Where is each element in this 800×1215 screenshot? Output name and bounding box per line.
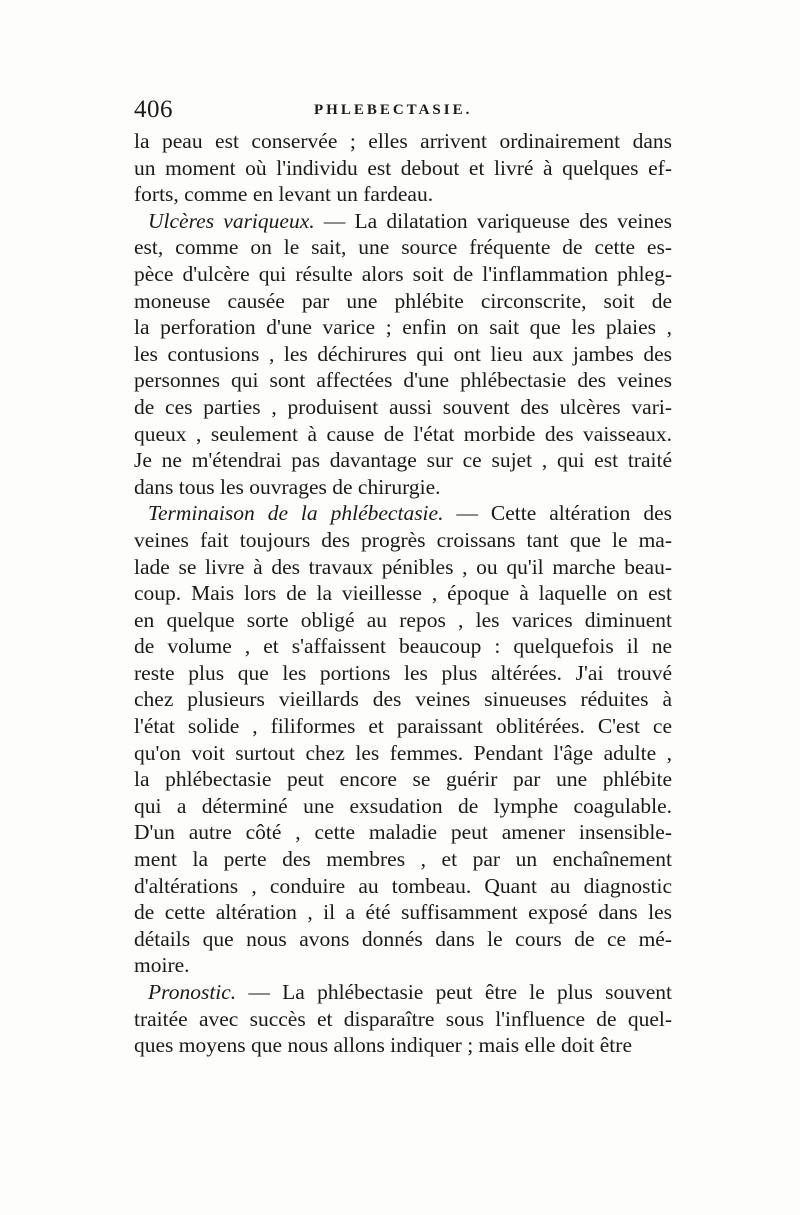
line-text: la peau est conservée ; elles arrivent ordinairement dans <box>134 129 672 153</box>
text-line <box>134 766 672 793</box>
text-line <box>134 713 672 740</box>
text-line <box>134 554 672 581</box>
paragraph <box>134 979 672 1059</box>
line-text: — La phlébectasie peut être le plus souvent <box>236 980 672 1004</box>
line-text: dans tous les ouvrages de chirurgie. <box>134 474 441 499</box>
text-line <box>134 367 672 394</box>
line-text: reste plus que les portions les plus altérées. J'ai trouvé <box>134 660 672 685</box>
line-text: en quelque sorte obligé au repos , les varices diminuent <box>134 607 672 632</box>
body-text <box>134 128 672 1059</box>
line-text: est, comme on le sait, une source fréquente de cette es- <box>134 235 672 260</box>
line-text: de volume , et s'affaissent beaucoup : quelquefois il ne <box>134 634 672 659</box>
line-text: chez plusieurs vieillards des veines sinueuses réduites à <box>134 687 672 712</box>
page-number: 406 <box>134 96 173 123</box>
line-text: traitée avec succès et disparaître sous l'influence de quel- <box>134 1006 672 1031</box>
paragraph <box>134 128 672 208</box>
text-line <box>134 607 672 634</box>
section-heading: Ulcères variqueux. <box>148 208 315 233</box>
paragraph <box>134 208 672 501</box>
line-text: veines fait toujours des progrès croissans tant que le ma- <box>134 527 672 552</box>
line-text: les contusions , les déchirures qui ont lieu aux jambes des <box>134 341 672 366</box>
text-line <box>134 500 672 527</box>
page-header <box>134 96 674 128</box>
line-text: — La dilatation variqueuse des veines <box>314 208 672 233</box>
line-text: ment la perte des membres , et par un enchaînement <box>134 847 672 872</box>
line-text: de cette altération , il a été suffisamment exposé dans les <box>134 900 672 925</box>
text-line <box>134 208 672 235</box>
text-line <box>134 314 672 341</box>
text-line <box>134 288 672 315</box>
line-text: pèce d'ulcère qui résulte alors soit de l'inflammation phleg- <box>134 261 672 286</box>
text-line <box>134 155 672 182</box>
text-line <box>134 527 672 554</box>
text-line <box>134 899 672 926</box>
line-text: l'état solide , filiformes et paraissant oblitérées. C'est ce <box>134 714 672 739</box>
line-text: de ces parties , produisent aussi souvent des ulcères vari- <box>134 394 672 419</box>
text-line <box>134 128 672 155</box>
line-text: ques moyens que nous allons indiquer ; mais elle doit être <box>134 1033 632 1058</box>
text-line <box>134 819 672 846</box>
text-line <box>134 261 672 288</box>
line-text: personnes qui sont affectées d'une phlébectasie des veines <box>134 368 672 393</box>
line-text: moire. <box>134 953 190 978</box>
text-line <box>134 580 672 607</box>
text-line <box>134 181 672 208</box>
text-line <box>134 686 672 713</box>
paragraph <box>134 500 672 979</box>
line-text: Je ne m'étendrai pas davantage sur ce sujet , qui est traité <box>134 448 672 473</box>
text-line <box>134 926 672 953</box>
text-line <box>134 873 672 900</box>
line-text: lade se livre à des travaux pénibles , ou qu'il marche beau- <box>134 554 672 579</box>
line-text: queux , seulement à cause de l'état morbide des vaisseaux. <box>134 421 672 446</box>
line-text: qui a déterminé une exsudation de lymphe coagulable. <box>134 793 672 818</box>
section-heading: Pronostic. <box>148 980 237 1004</box>
line-text: — Cette altération des <box>443 501 672 526</box>
text-line <box>134 234 672 261</box>
text-line <box>134 394 672 421</box>
line-text: moneuse causée par une phlébite circonscrite, soit de <box>134 288 672 313</box>
line-text: un moment où l'individu est debout et livré à quelques ef- <box>134 155 672 180</box>
line-text: d'altérations , conduire au tombeau. Quant au diagnostic <box>134 873 672 898</box>
running-head: PHLEBECTASIE. <box>314 102 473 118</box>
line-text: qu'on voit surtout chez les femmes. Pendant l'âge adulte , <box>134 740 672 765</box>
text-line <box>134 979 672 1006</box>
line-text: coup. Mais lors de la vieillesse , époque à laquelle on est <box>134 581 672 606</box>
text-line <box>134 447 672 474</box>
text-line <box>134 633 672 660</box>
text-line <box>134 1032 672 1059</box>
line-text: la perforation d'une varice ; enfin on sait que les plaies , <box>134 315 672 340</box>
section-heading: Terminaison de la phlébectasie. <box>148 501 444 526</box>
text-line <box>134 1006 672 1033</box>
text-line <box>134 341 672 368</box>
text-line <box>134 660 672 687</box>
text-line <box>134 421 672 448</box>
text-line <box>134 952 672 979</box>
line-text: forts, comme en levant un fardeau. <box>134 182 434 207</box>
text-line <box>134 846 672 873</box>
text-line <box>134 474 672 501</box>
text-line <box>134 740 672 767</box>
text-line <box>134 793 672 820</box>
line-text: détails que nous avons donnés dans le cours de ce mé- <box>134 926 672 951</box>
line-text: la phlébectasie peut encore se guérir par une phlébite <box>134 767 672 792</box>
line-text: D'un autre côté , cette maladie peut amener insensible- <box>134 820 672 845</box>
